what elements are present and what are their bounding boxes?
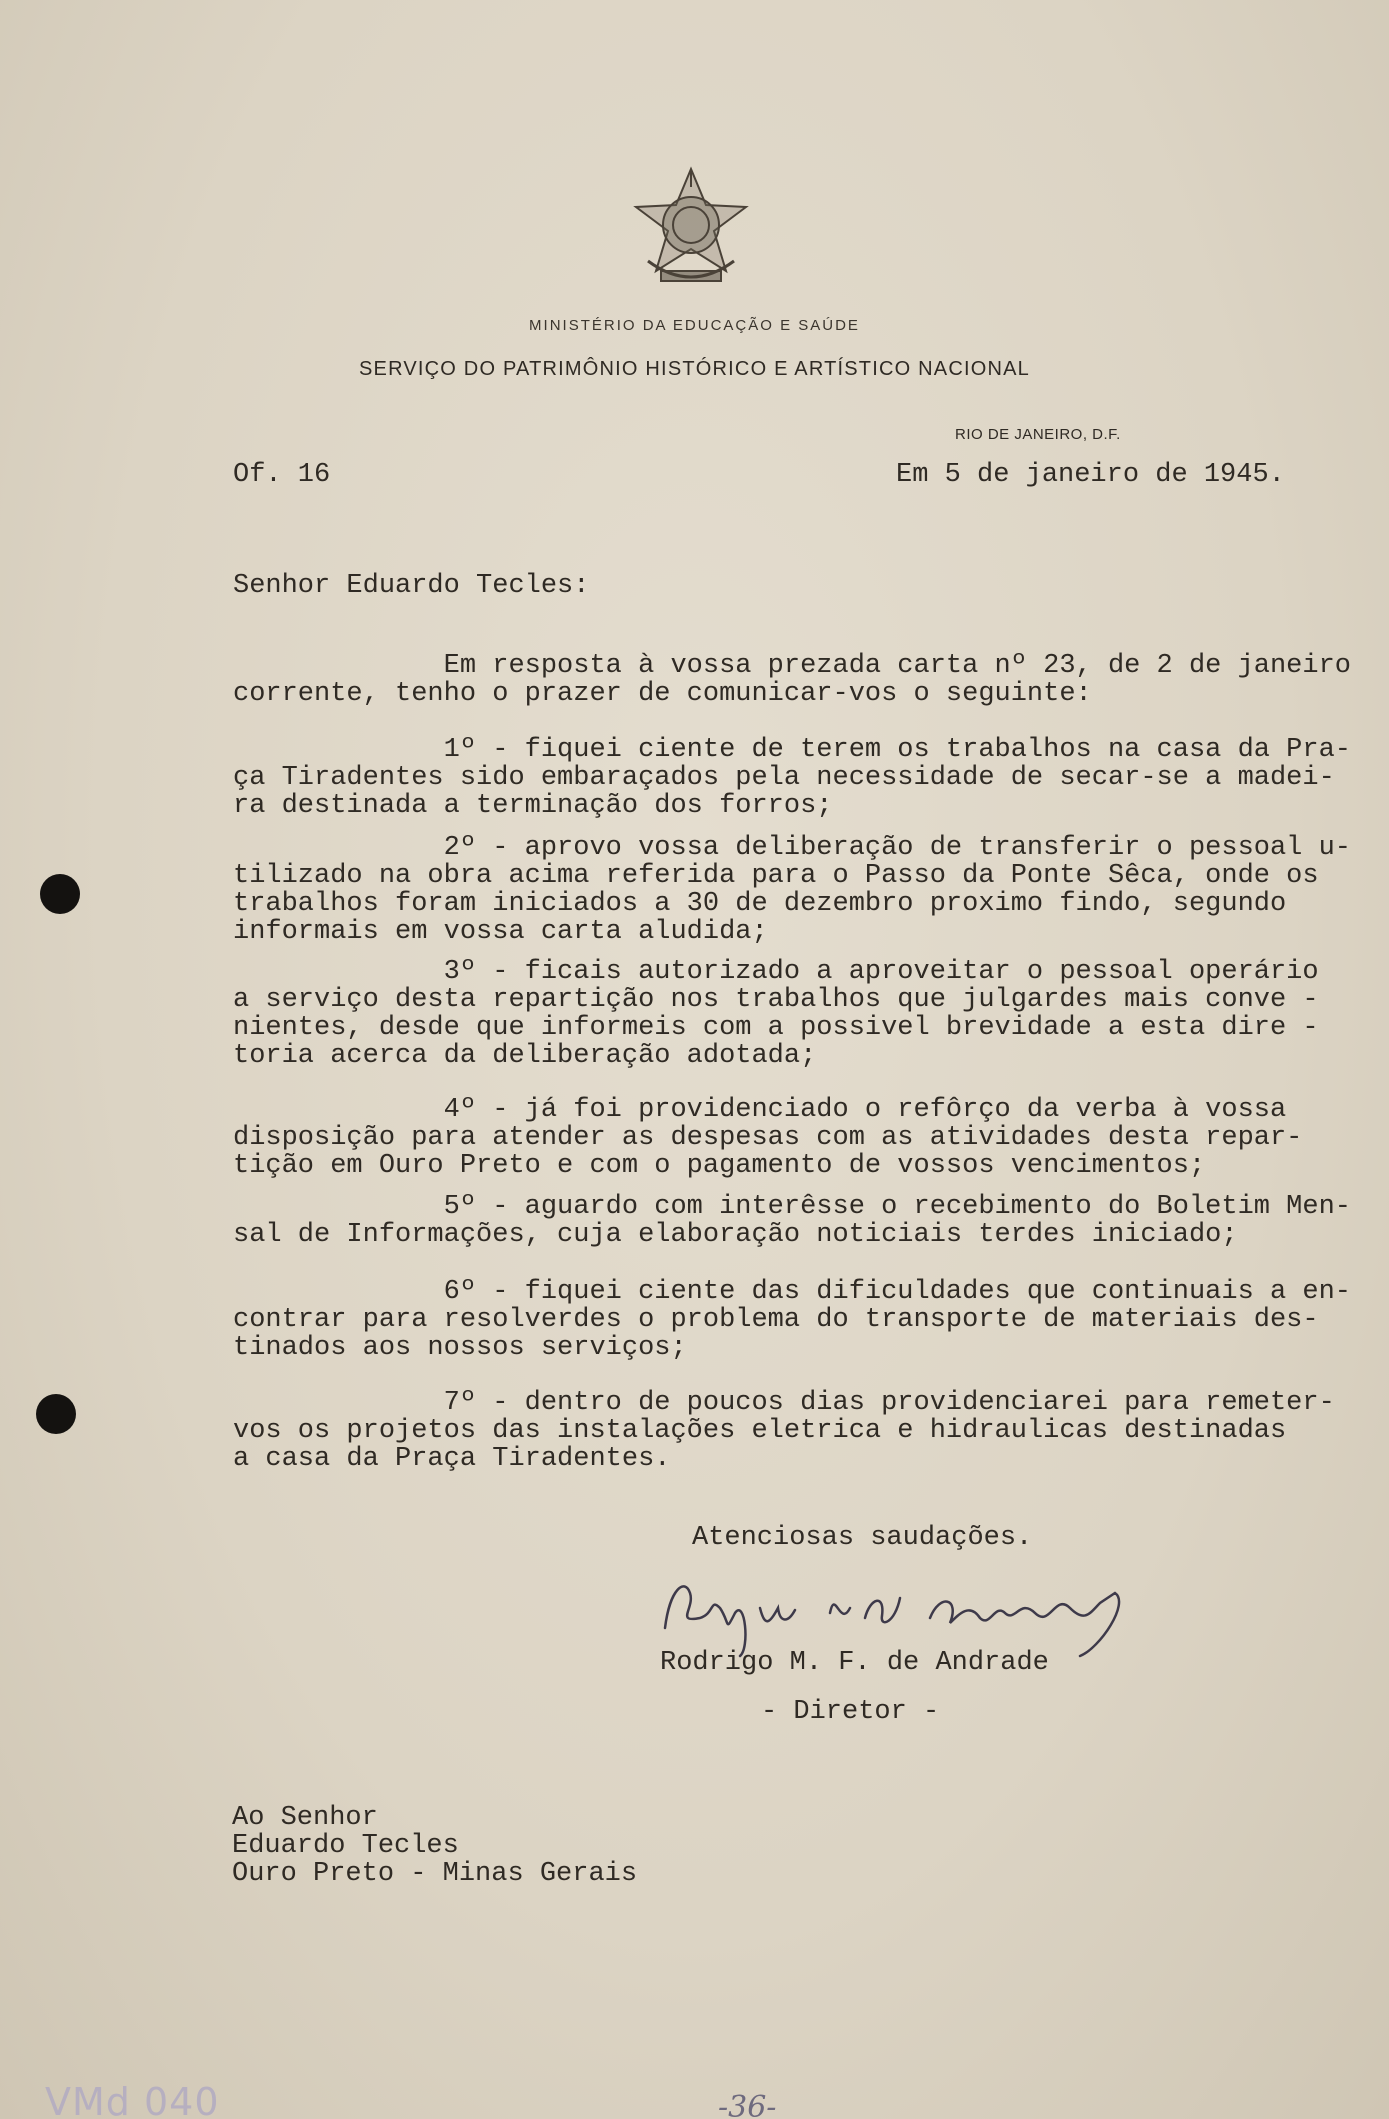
body-paragraph: 7º - dentro de poucos dias providenciarei para remeter- vos os projetos das instalações eletrica e hidraulicas destinadas a casa da Praça Tiradentes.: [233, 1388, 1335, 1474]
archive-code: VMd 040: [45, 2080, 220, 2119]
city-line: RIO DE JANEIRO, D.F.: [955, 426, 1121, 443]
page-number: -36-: [718, 2090, 777, 2119]
body-paragraph: 3º - ficais autorizado a aproveitar o pessoal operário a serviço desta repartição nos trabalhos que julgardes mais conve - nientes, desde que informeis com a possivel brevidade a esta dire - toria acerca da deliberação adotada;: [233, 957, 1319, 1071]
signer-name: Rodrigo M. F. de Andrade: [660, 1648, 1049, 1678]
body-paragraph: 5º - aguardo com interêsse o recebimento do Boletim Men- sal de Informações, cuja elaboração noticiais terdes iniciado;: [233, 1192, 1351, 1250]
body-paragraph: Em resposta à vossa prezada carta nº 23, de 2 de janeiro corrente, tenho o prazer de comunicar-vos o seguinte:: [233, 651, 1351, 709]
coat-of-arms-emblem: [626, 165, 756, 295]
handwritten-signature: [660, 1568, 1200, 1658]
reference-number: Of. 16: [233, 460, 331, 490]
service-heading: SERVIÇO DO PATRIMÔNIO HISTÓRICO E ARTÍSTICO NACIONAL: [358, 358, 1030, 380]
address-line: Ouro Preto - Minas Gerais: [232, 1859, 638, 1889]
signer-title: - Diretor -: [761, 1697, 940, 1727]
body-paragraph: 2º - aprovo vossa deliberação de transferir o pessoal u- tilizado na obra acima referida para o Passo da Ponte Sêca, onde os trabalhos foram iniciados a 30 de dezembro proximo findo, segundo informais em vossa carta aludida;: [233, 833, 1351, 947]
punch-hole: [36, 1394, 76, 1434]
letter-date: Em 5 de janeiro de 1945.: [896, 460, 1285, 490]
body-paragraph: 6º - fiquei ciente das dificuldades que continuais a en- contrar para resolverdes o problema do transporte de materiais des- tinados aos nossos serviços;: [233, 1277, 1351, 1363]
address-line: Eduardo Tecles: [232, 1831, 459, 1861]
address-line: Ao Senhor: [232, 1803, 378, 1833]
ministry-heading: MINISTÉRIO DA EDUCAÇÃO E SAÚDE: [529, 317, 860, 334]
salutation: Senhor Eduardo Tecles:: [233, 571, 590, 601]
body-paragraph: 4º - já foi providenciado o refôrço da verba à vossa disposição para atender as despesas com as atividades desta repar- tição em Ouro Preto e com o pagamento de vossos vencimentos;: [233, 1095, 1303, 1181]
punch-hole: [40, 874, 80, 914]
closing-line: Atenciosas saudações.: [692, 1523, 1033, 1553]
body-paragraph: 1º - fiquei ciente de terem os trabalhos na casa da Pra- ça Tiradentes sido embaraçados pela necessidade de secar-se a madei- ra destinada a terminação dos forros;: [233, 735, 1351, 821]
